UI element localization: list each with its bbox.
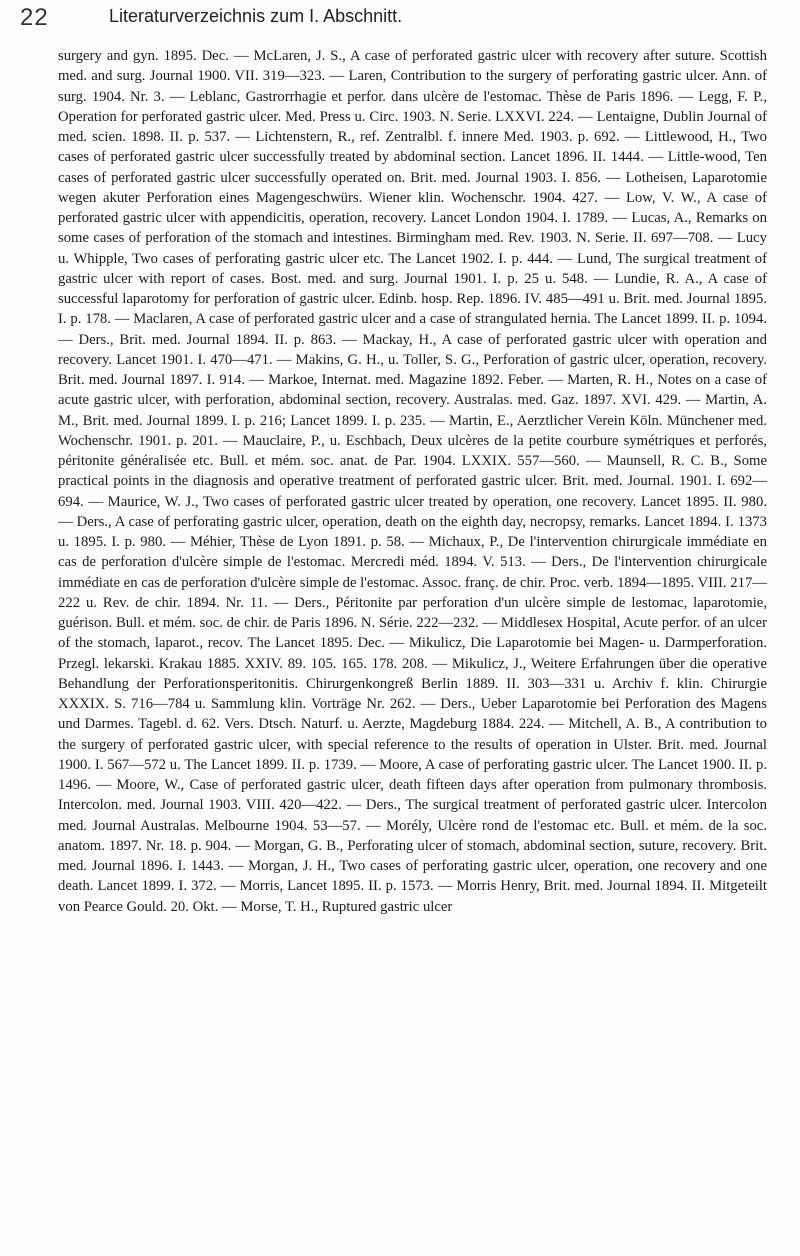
page-header — [20, 4, 744, 36]
page-number: 22 — [20, 4, 49, 31]
bibliography-text: surgery and gyn. 1895. Dec. — McLaren, J. S., A case of perforated gastric ulcer with recovery after suture. Scottish med. and surg. Journal 1900. VII. 319—323. — Laren, Contribution to the surgery of perforating gastric ulcer. Ann. of surg. 1904. Nr. 3. — Leblanc, Gastrorrhagie et perfor. dans ulcère de l'estomac. Thèse de Paris 1896. — Legg, F. P., Operation for perforated gastric ulcer. Med. Press u. Circ. 1903. N. Serie. LXXVI. 224. — Lentaigne, Dublin Journal of med. scien. 1898. II. p. 537. — Lichtenstern, R., ref. Zentralbl. f. innere Med. 1903. p. 692. — Littlewood, H., Two cases of perforated gastric ulcer successfully treated by abdominal section. Lancet 1896. II. 1444. — Little-wood, Ten cases of perforated gastric ulcer successfully operated on. Brit. med. Journal 1903. I. 856. — Lotheisen, Laparotomie wegen akuter Perforation eines Magengeschwürs. Wiener klin. Wochenschr. 1904. 427. — Low, V. W., A case of perforated gastric ulcer with appendicitis, operation, recovery. Lancet London 1904. I. 1789. — Lucas, A., Remarks on some cases of perforation of the stomach and intestines. Birmingham med. Rev. 1903. N. Serie. II. 697—708. — Lucy u. Whipple, Two cases of perforating gastric ulcer etc. The Lancet 1902. I. p. 444. — Lund, The surgical treatment of gastric ulcer with report of cases. Bost. med. and surg. Journal 1901. I. p. 25 u. 548. — Lundie, R. A., A case of successful laparotomy for perforation of gastric ulcer. Edinb. hosp. Rep. 1896. IV. 485—491 u. Brit. med. Journal 1895. I. p. 178. — Maclaren, A case of perforated gastric ulcer and a case of strangulated hernia. The Lancet 1899. II. p. 1094. — Ders., Brit. med. Journal 1894. II. p. 863. — Mackay, H., A case of perforated gastric ulcer with operation and recovery. Lancet 1901. I. 470—471. — Makins, G. H., u. Toller, S. G., Perforation of gastric ulcer, operation, recovery. Brit. med. Journal 1897. I. 914. — Markoe, Internat. med. Magazine 1892. Feber. — Marten, R. H., Notes on a case of acute gastric ulcer, with perforation, abdominal section, recovery. Australas. med. Gaz. 1897. XVI. 429. — Martin, A. M., Brit. med. Journal 1899. I. p. 216; Lancet 1899. I. p. 235. — Martin, E., Aerztlicher Verein Köln. Münchener med. Wochenschr. 1901. p. 201. — Mauclaire, P., u. Eschbach, Deux ulcères de la petite courbure symétriques et perforés, péritonite généralisée etc. Bull. et mém. soc. anat. de Par. 1904. LXXIX. 557—560. — Maunsell, R. C. B., Some practical points in the diagnosis and operative treatment of perforated gastric ulcer. Brit. med. Journal. 1901. I. 692—694. — Maurice, W. J., Two cases of perforated gastric ulcer treated by operation, one recovery. Lancet 1895. II. 980. — Ders., A case of perforating gastric ulcer, operation, death on the eighth day, necropsy, remarks. Lancet 1894. I. 1373 u. 1895. I. p. 980. — Méhier, Thèse de Lyon 1891. p. 58. — Michaux, P., De l'intervention chirurgicale immédiate en cas de perforation d'ulcère simple de l'estomac. Mercredi méd. 1894. V. 513. — Ders., De l'intervention chirurgicale immédiate en cas de perforation d'ulcère simple de l'estomac. Assoc. franç. de chir. Proc. verb. 1894—1895. VIII. 217—222 u. Rev. de chir. 1894. Nr. 11. — Ders., Péritonite par perforation d'un ulcère simple de lestomac, laparotomie, guérison. Bull. et mém. soc. de chir. de Paris 1896. N. Série. 222—232. — Middlesex Hospital, Acute perfor. of an ulcer of the stomach, laparot., recov. The Lancet 1895. Dec. — Mikulicz, Die Laparotomie bei Magen- u. Darmperforation. Przegl. lekarski. Krakau 1885. XXIV. 89. 105. 165. 178. 208. — Mikulicz, J., Weitere Erfahrungen über die operative Behandlung der Perforationsperitonitis. Chirurgenkongreß Berlin 1889. II. 303—331 u. Archiv f. klin. Chirurgie XXXIX. S. 716—784 u. Sammlung klin. Vorträge Nr. 262. — Ders., Ueber Laparotomie bei Perforation des Magens und Darmes. Tagebl. d. 62. Vers. Dtsch. Naturf. u. Aerzte, Magdeburg 1884. 224. — Mitchell, A. B., A contribution to the surgery of perforated gastric ulcer, with special reference to the results of operation in Ulster. Brit. med. Journal 1900. I. 567—572 u. The Lancet 1899. II. p. 1739. — Moore, A case of perforating gastric ulcer. The Lancet 1900. II. p. 1496. — Moore, W., Case of perforated gastric ulcer, death fifteen days after operation from pulmonary thrombosis. Intercolon. med. Journal 1903. VIII. 420—422. — Ders., The surgical treatment of perforated gastric ulcer. Intercolon med. Journal Australas. Melbourne 1904. 53—57. — Morély, Ulcère rond de l'estomac etc. Bull. et mém. de la soc. anatom. 1897. Nr. 18. p. 904. — Morgan, G. B., Perforating ulcer of stomach, abdominal section, suture, recovery. Brit. med. Journal 1896. I. 1443. — Morgan, J. H., Two cases of perforating gastric ulcer, operation, one recovery and one death. Lancet 1899. I. 372. — Morris, Lancet 1895. II. p. 1573. — Morris Henry, Brit. med. Journal 1894. II. Mitgeteilt von Pearce Gould. 20. Okt. — Morse, T. H., Ruptured gastric ulcer — [58, 48, 767, 915]
running-head: Literaturverzeichnis zum I. Abschnitt. — [109, 6, 403, 26]
